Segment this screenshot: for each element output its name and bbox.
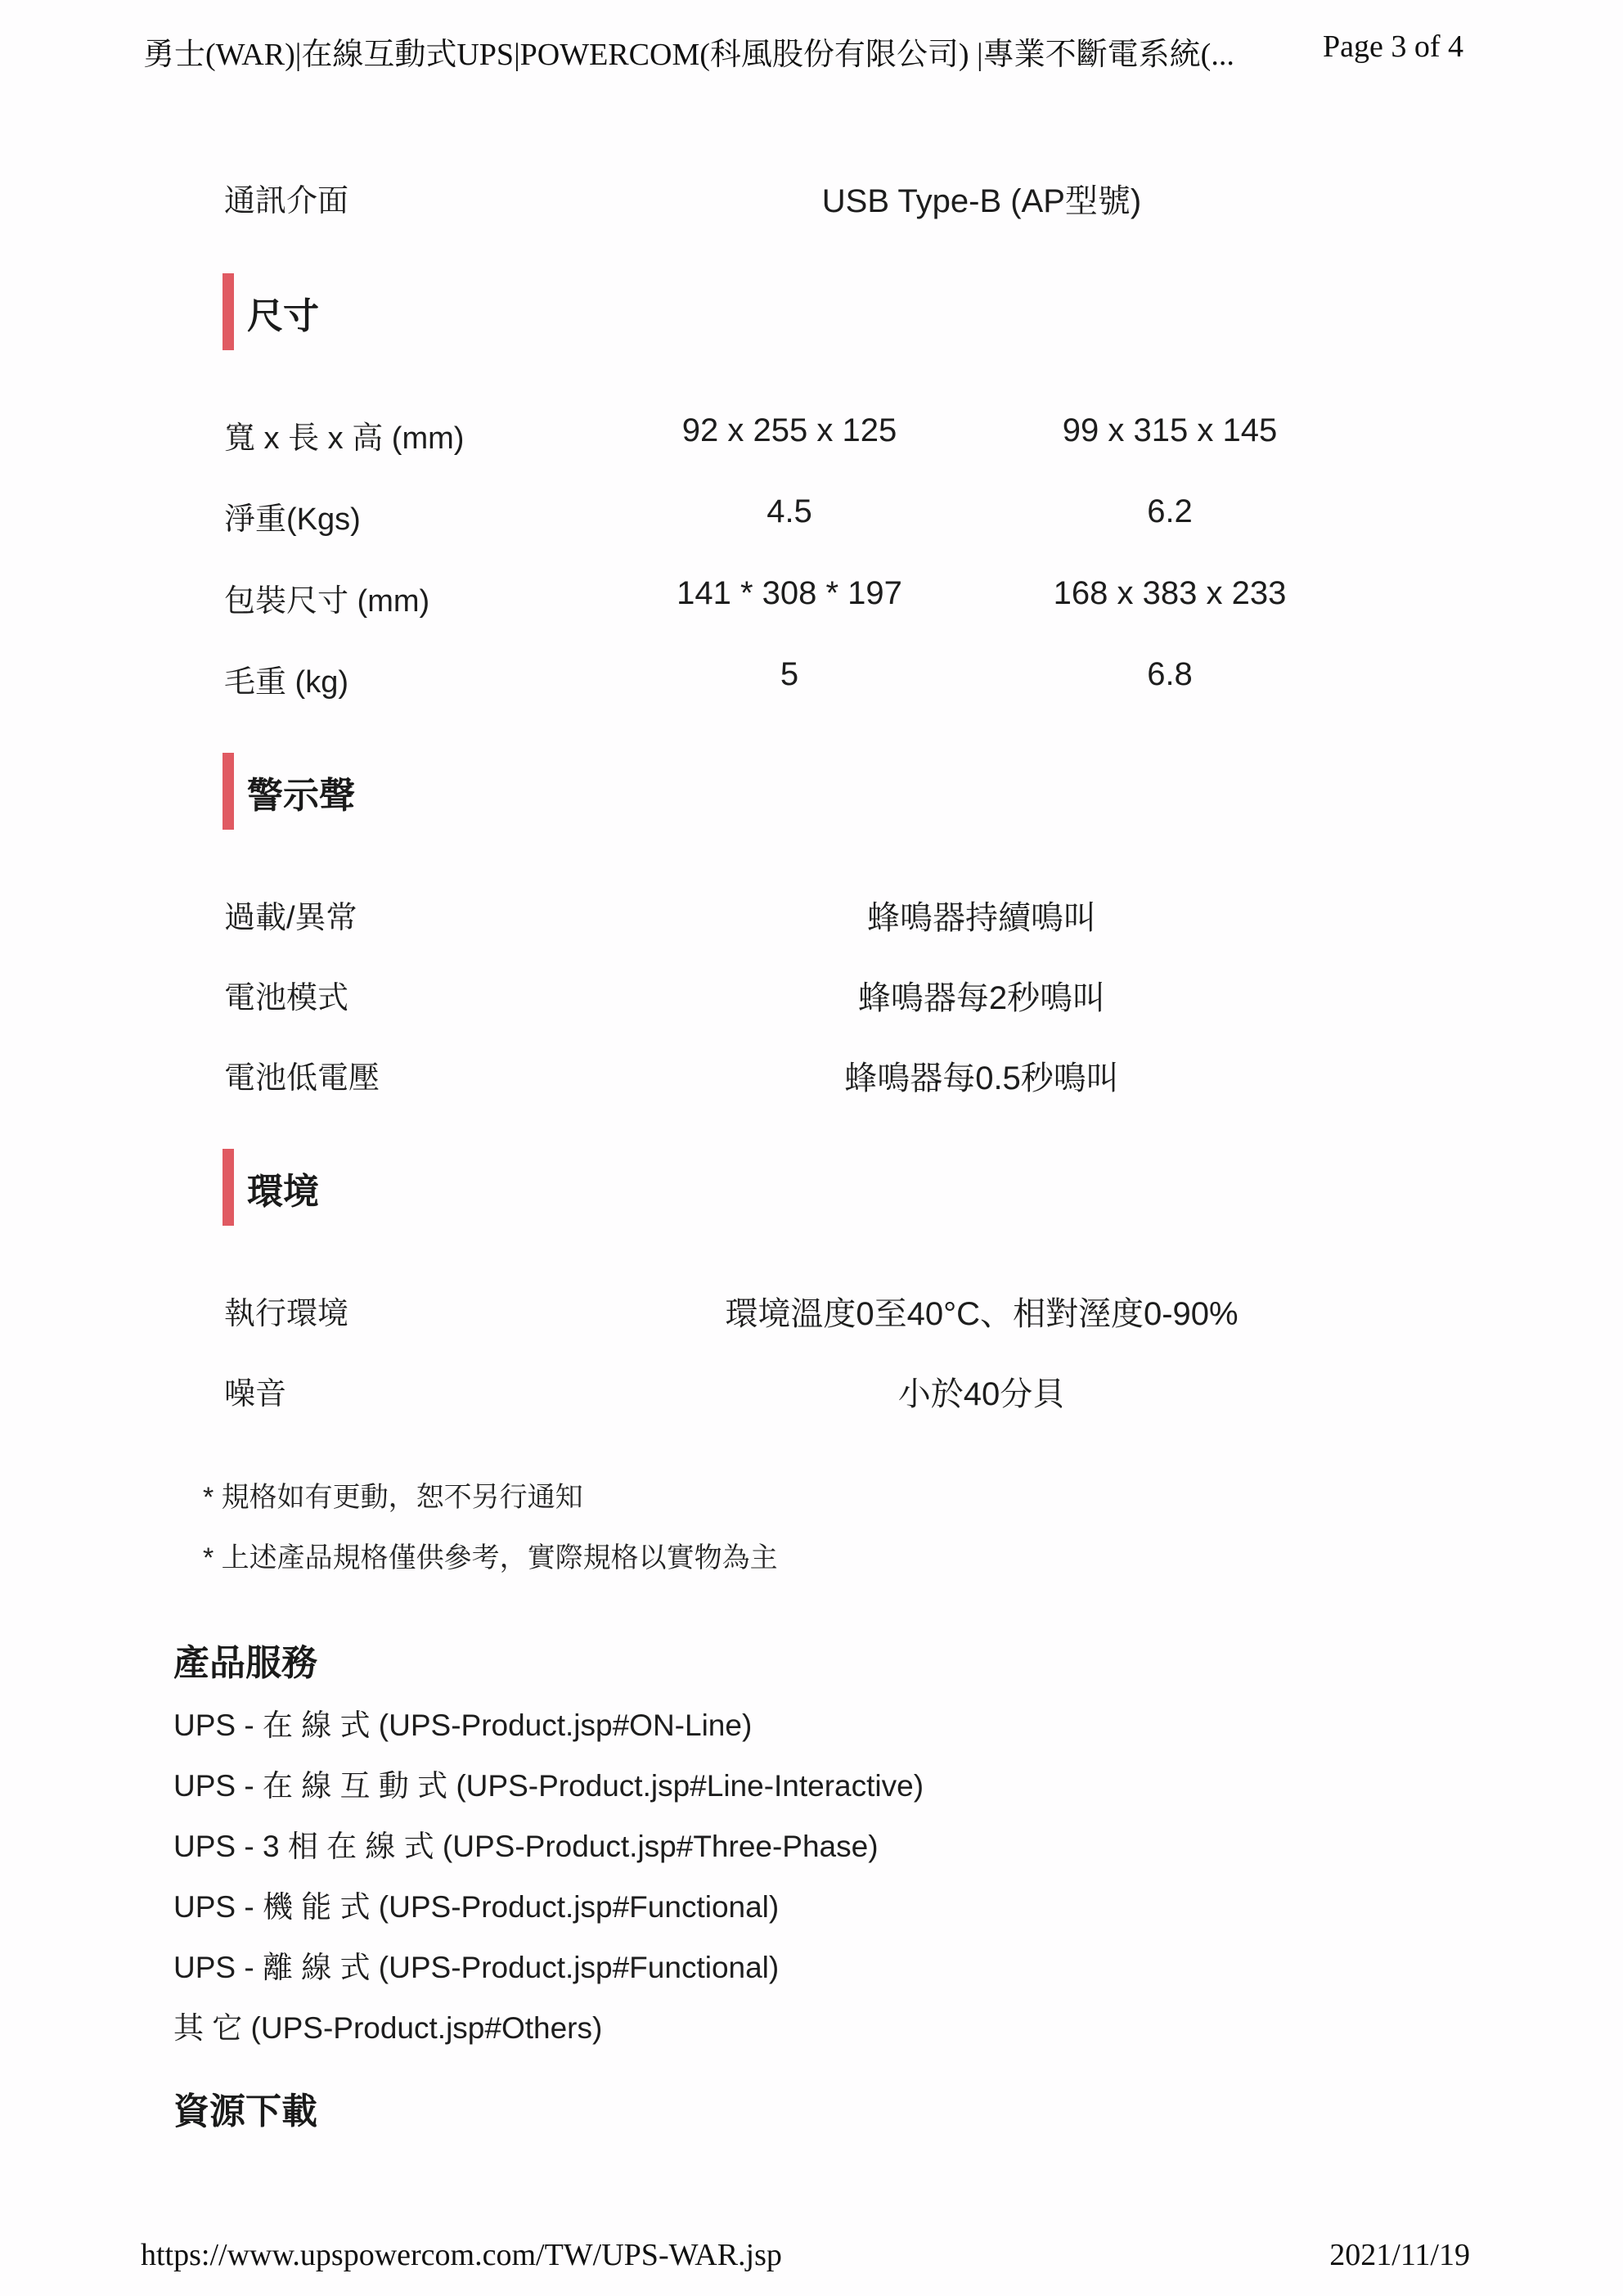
noise-row-label: 噪音 bbox=[224, 1377, 287, 1411]
alarm-row-label: 電池低電壓 bbox=[224, 1061, 380, 1096]
gross-weight-row-value-1: 5 bbox=[780, 656, 799, 692]
comm-interface-value: USB Type-B (AP型號) bbox=[821, 183, 1142, 219]
alarm-row-label: 電池模式 bbox=[224, 981, 349, 1015]
print-date: 2021/11/19 bbox=[1329, 2238, 1470, 2272]
gross-weight-row-label: 毛重 (kg) bbox=[224, 665, 349, 700]
section-title: 警示聲 bbox=[247, 776, 355, 816]
section-accent-bar bbox=[223, 1149, 234, 1226]
environment-row-label: 執行環境 bbox=[224, 1297, 349, 1331]
weight-row-label: 淨重(Kgs) bbox=[224, 502, 361, 537]
section-accent-bar bbox=[223, 273, 234, 350]
package-row-value-1: 141 * 308 * 197 bbox=[677, 575, 902, 611]
environment-row-value: 環境溫度0至40°C、相對溼度0-90% bbox=[725, 1296, 1239, 1332]
gross-weight-row-value-2: 6.8 bbox=[1147, 656, 1193, 692]
print-footer bbox=[141, 2237, 1470, 2286]
weight-row-value-2: 6.2 bbox=[1147, 493, 1193, 529]
dimensions-row-value-1: 92 x 255 x 125 bbox=[681, 412, 897, 448]
section-title: 環境 bbox=[247, 1172, 319, 1212]
print-header bbox=[143, 29, 1485, 78]
alarm-row-value: 蜂鳴器持續鳴叫 bbox=[867, 900, 1096, 936]
service-link-line-interactive[interactable]: UPS - 在 線 互 動 式 (UPS-Product.jsp#Line-Interactive) bbox=[173, 1769, 924, 1803]
noise-row-value: 小於40分貝 bbox=[897, 1376, 1066, 1412]
comm-interface-label: 通訊介面 bbox=[224, 184, 349, 218]
dimensions-row-value-2: 99 x 315 x 145 bbox=[1062, 412, 1278, 448]
package-row-value-2: 168 x 383 x 233 bbox=[1053, 575, 1287, 611]
weight-row-value-1: 4.5 bbox=[767, 493, 812, 529]
page-url: https://www.upspowercom.com/TW/UPS-WAR.jsp bbox=[141, 2238, 782, 2272]
dimensions-row-label: 寬 x 長 x 高 (mm) bbox=[224, 421, 465, 456]
service-link-others[interactable]: 其 它 (UPS-Product.jsp#Others) bbox=[173, 2011, 603, 2045]
print-header-title: 勇士(WAR)|在線互動式UPS|POWERCOM(科風股份有限公司) |專業不斷電系統(... bbox=[143, 38, 1234, 72]
package-row-label: 包裝尺寸 (mm) bbox=[224, 584, 430, 619]
service-link-offline[interactable]: UPS - 離 線 式 (UPS-Product.jsp#Functional) bbox=[173, 1951, 780, 1984]
section-title: 尺寸 bbox=[247, 296, 319, 336]
downloads-heading: 資源下載 bbox=[173, 2091, 317, 2132]
services-heading: 產品服務 bbox=[173, 1643, 317, 1683]
alarm-row-label: 過載/異常 bbox=[224, 901, 357, 935]
spec-note: * 規格如有更動，恕不另行通知 bbox=[203, 1482, 583, 1513]
page-indicator: Page 3 of 4 bbox=[1323, 29, 1464, 64]
alarm-row-value: 蜂鳴器每2秒鳴叫 bbox=[857, 980, 1106, 1016]
section-accent-bar bbox=[223, 753, 234, 830]
service-link-functional[interactable]: UPS - 機 能 式 (UPS-Product.jsp#Functional) bbox=[173, 1890, 780, 1924]
alarm-row-value: 蜂鳴器每0.5秒鳴叫 bbox=[844, 1060, 1119, 1096]
spec-note: * 上述產品規格僅供參考，實際規格以實物為主 bbox=[203, 1542, 778, 1573]
service-link-three-phase[interactable]: UPS - 3 相 在 線 式 (UPS-Product.jsp#Three-Phase) bbox=[173, 1830, 879, 1863]
service-link-online[interactable]: UPS - 在 線 式 (UPS-Product.jsp#ON-Line) bbox=[173, 1708, 753, 1742]
